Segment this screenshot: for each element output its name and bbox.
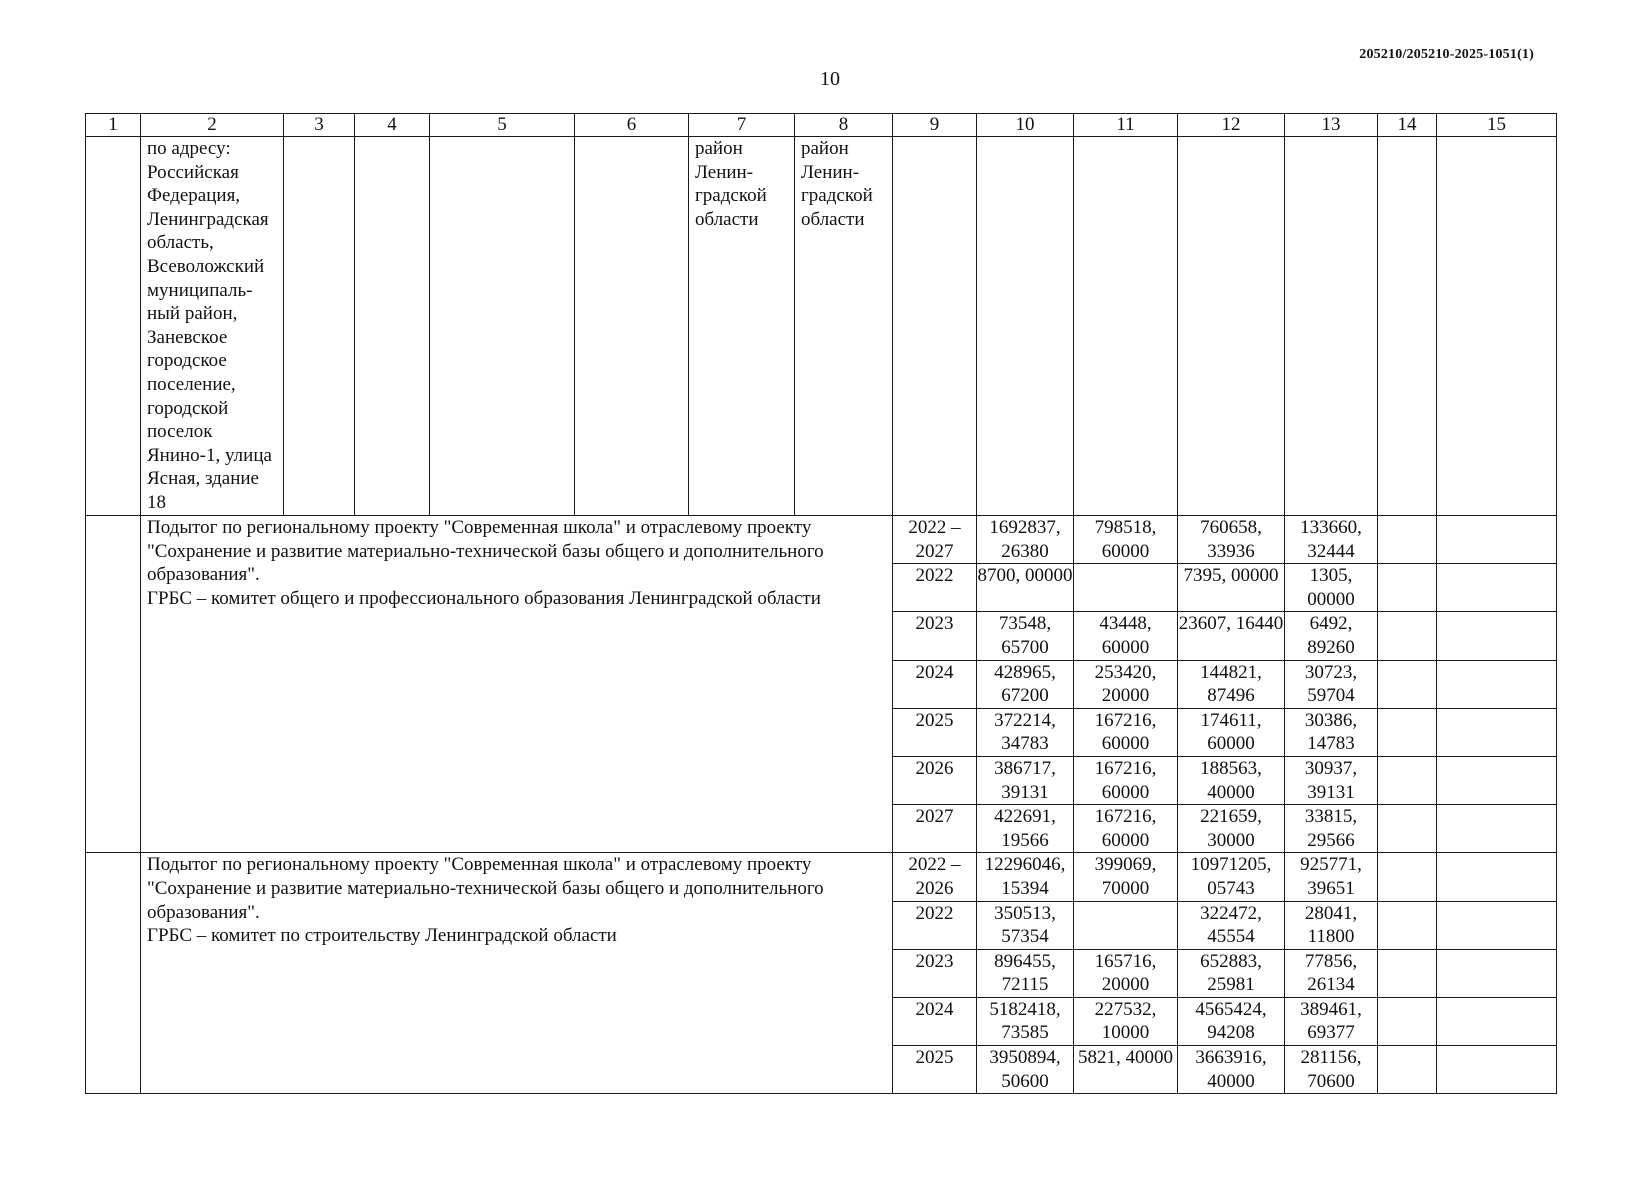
cell [1074,137,1178,516]
amount-cell: 7395, 00000 [1178,564,1285,612]
cell [1178,137,1285,516]
amount-cell: 4565424, 94208 [1178,997,1285,1045]
amount-cell: 3663916, 40000 [1178,1046,1285,1094]
cell [86,137,141,516]
amount-cell: 372214, 34783 [977,708,1074,756]
amount-cell: 798518, 60000 [1074,516,1178,564]
amount-cell: 165716, 20000 [1074,949,1178,997]
column-number: 15 [1437,114,1557,137]
amount-cell [1074,901,1178,949]
amount-cell: 227532, 10000 [1074,997,1178,1045]
year-cell: 2027 [893,805,977,853]
amount-cell: 167216, 60000 [1074,708,1178,756]
column-number: 7 [689,114,795,137]
amount-cell: 221659, 30000 [1178,805,1285,853]
cell [284,137,355,516]
amount-cell: 12296046, 15394 [977,853,1074,901]
cell [1378,1046,1437,1094]
cell [1378,805,1437,853]
amount-cell: 77856, 26134 [1285,949,1378,997]
cell [1378,708,1437,756]
cell [1437,756,1557,804]
cell [86,516,141,853]
amount-cell: 5182418, 73585 [977,997,1074,1045]
cell [1378,949,1437,997]
column-number: 3 [284,114,355,137]
cell [1437,901,1557,949]
amount-cell: 23607, 16440 [1178,612,1285,660]
amount-cell: 33815, 29566 [1285,805,1378,853]
amount-cell: 399069, 70000 [1074,853,1178,901]
column-number: 11 [1074,114,1178,137]
cell [1378,756,1437,804]
amount-cell: 167216, 60000 [1074,756,1178,804]
cell [1437,708,1557,756]
region-text: район Ленин-градской области [689,137,795,516]
column-number: 6 [575,114,689,137]
subtotal-label: Подытог по региональному проекту "Современная школа" и отраслевому проекту "Сохранение и развитие материально-технической базы общего и дополнительного образования". ГРБС – комитет по строительству Ленинградской области [141,853,893,1094]
amount-cell: 428965, 67200 [977,660,1074,708]
cell [1437,516,1557,564]
year-cell: 2022 [893,901,977,949]
amount-cell: 422691, 19566 [977,805,1074,853]
amount-cell: 30386, 14783 [1285,708,1378,756]
amount-cell: 760658, 33936 [1178,516,1285,564]
amount-cell: 30723, 59704 [1285,660,1378,708]
year-cell: 2025 [893,1046,977,1094]
amount-cell: 1692837, 26380 [977,516,1074,564]
column-number: 5 [430,114,575,137]
region-text: район Ленин-градской области [795,137,893,516]
column-number: 8 [795,114,893,137]
address-text: по адресу: Российская Федерация, Ленинградская область, Всеволожский муниципаль-ный район, Заневское городское поселение, городской поселок Янино-1, улица Ясная, здание 18 [141,137,284,516]
cell [1378,997,1437,1045]
cell [1437,805,1557,853]
amount-cell: 133660, 32444 [1285,516,1378,564]
amount-cell: 281156, 70600 [1285,1046,1378,1094]
cell [1378,516,1437,564]
cell [1437,564,1557,612]
budget-table [85,113,1557,1094]
amount-cell: 43448, 60000 [1074,612,1178,660]
amount-cell: 925771, 39651 [1285,853,1378,901]
year-cell: 2024 [893,660,977,708]
amount-cell: 389461, 69377 [1285,997,1378,1045]
amount-cell: 28041, 11800 [1285,901,1378,949]
cell [1437,137,1557,516]
amount-cell: 896455, 72115 [977,949,1074,997]
amount-cell: 350513, 57354 [977,901,1074,949]
table-body [86,114,1557,1094]
subtotal-label: Подытог по региональному проекту "Современная школа" и отраслевому проекту "Сохранение и развитие материально-технической базы общего и дополнительного образования". ГРБС – комитет общего и профессионального образования Ленинградской области [141,516,893,853]
cell [575,137,689,516]
cell [1378,901,1437,949]
cell [355,137,430,516]
cell [1437,1046,1557,1094]
cell [1437,853,1557,901]
address-row [86,137,1557,516]
cell [1378,564,1437,612]
cell [1378,853,1437,901]
column-number: 2 [141,114,284,137]
amount-cell: 322472, 45554 [1178,901,1285,949]
amount-cell: 73548, 65700 [977,612,1074,660]
column-number: 14 [1378,114,1437,137]
year-cell: 2023 [893,949,977,997]
table-row [86,516,1557,564]
year-cell: 2024 [893,997,977,1045]
column-number: 13 [1285,114,1378,137]
amount-cell: 386717, 39131 [977,756,1074,804]
amount-cell: 3950894, 50600 [977,1046,1074,1094]
cell [1437,612,1557,660]
amount-cell: 6492, 89260 [1285,612,1378,660]
year-cell: 2023 [893,612,977,660]
column-number: 9 [893,114,977,137]
cell [1378,137,1437,516]
amount-cell: 1305, 00000 [1285,564,1378,612]
cell [1437,660,1557,708]
column-number: 12 [1178,114,1285,137]
amount-cell: 144821, 87496 [1178,660,1285,708]
year-cell: 2022 – 2026 [893,853,977,901]
cell [430,137,575,516]
column-number-row [86,114,1557,137]
cell [1437,997,1557,1045]
amount-cell: 174611, 60000 [1178,708,1285,756]
year-cell: 2022 [893,564,977,612]
year-cell: 2025 [893,708,977,756]
amount-cell: 30937, 39131 [1285,756,1378,804]
document-id: 205210/205210-2025-1051(1) [1359,47,1534,62]
amount-cell: 188563, 40000 [1178,756,1285,804]
column-number: 10 [977,114,1074,137]
amount-cell: 8700, 00000 [977,564,1074,612]
amount-cell [1074,564,1178,612]
cell [977,137,1074,516]
year-cell: 2022 – 2027 [893,516,977,564]
amount-cell: 167216, 60000 [1074,805,1178,853]
cell [893,137,977,516]
table-row [86,853,1557,901]
amount-cell: 652883, 25981 [1178,949,1285,997]
cell [1285,137,1378,516]
cell [1378,660,1437,708]
amount-cell: 10971205, 05743 [1178,853,1285,901]
cell [1437,949,1557,997]
amount-cell: 5821, 40000 [1074,1046,1178,1094]
page-number: 10 [820,68,840,90]
cell [86,853,141,1094]
column-number: 4 [355,114,430,137]
column-number: 1 [86,114,141,137]
amount-cell: 253420, 20000 [1074,660,1178,708]
cell [1378,612,1437,660]
year-cell: 2026 [893,756,977,804]
